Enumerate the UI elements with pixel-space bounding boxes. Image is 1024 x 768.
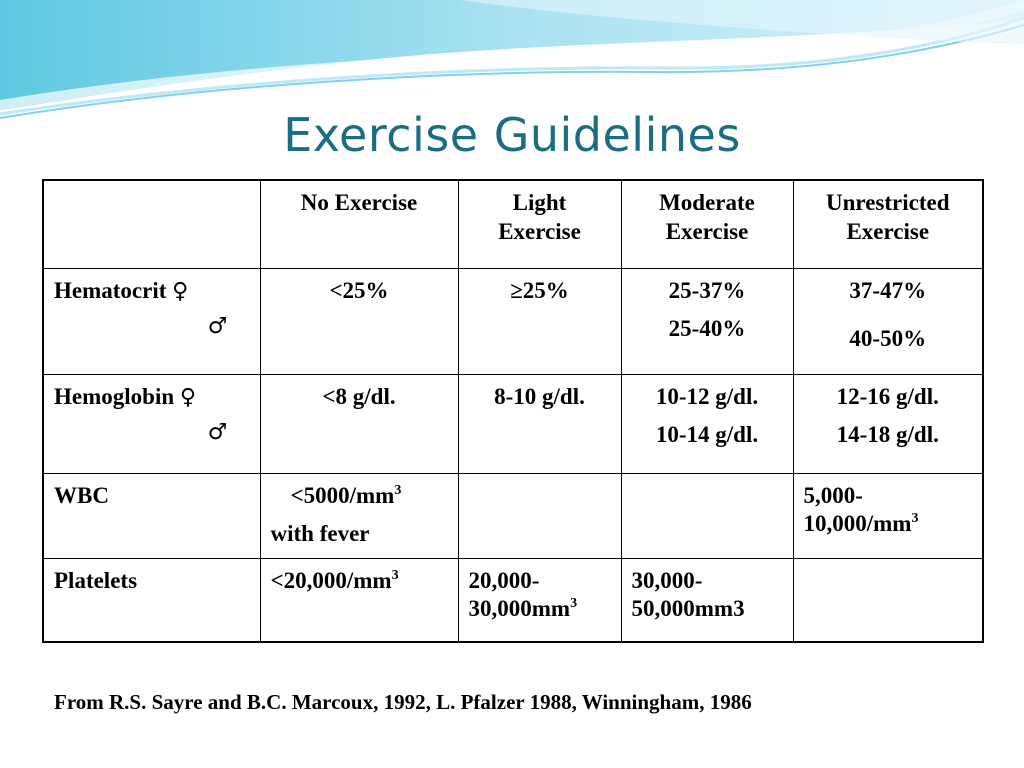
hemoglobin-unrestricted-male: 14-18 g/dl.: [836, 422, 939, 448]
table-row: [43, 558, 983, 642]
superscript: 3: [570, 596, 578, 612]
platelets-light-line2: 30,000mm: [468, 596, 571, 622]
hematocrit-unrestricted-female: 37-47%: [849, 277, 927, 303]
row-label-wbc: [43, 473, 260, 558]
female-symbol-icon: ♀: [179, 384, 196, 410]
superscript: 3: [911, 511, 919, 527]
hemoglobin-unrestricted-exercise: [793, 374, 983, 473]
wbc-no-exercise-note: with fever: [270, 521, 370, 547]
row-label-text: Hemoglobin: [54, 383, 175, 409]
hematocrit-moderate-male: 25-40%: [668, 316, 746, 342]
row-label-hematocrit: [43, 268, 260, 374]
platelets-moderate-exercise: [621, 558, 793, 642]
header-moderate-exercise: [621, 180, 793, 268]
hematocrit-moderate-female: 25-37%: [668, 277, 746, 303]
header-empty-cell: [43, 180, 260, 268]
table-header-row: [43, 180, 983, 268]
source-citation: From R.S. Sayre and B.C. Marcoux, 1992, L. Pfalzer 1988, Winningham, 1986: [54, 690, 752, 714]
platelets-moderate-line2: 50,000mm3: [631, 596, 745, 622]
table-row: [43, 268, 983, 374]
row-label-text: WBC: [54, 482, 109, 508]
hematocrit-light-exercise: ≥25%: [458, 268, 621, 374]
platelets-no-exercise-value: <20,000/mm: [270, 567, 392, 593]
wbc-no-exercise-value: <5000/mm: [290, 482, 395, 508]
header-unrestricted-exercise: Unrestricted Exercise: [793, 180, 983, 268]
wbc-light-exercise: [458, 473, 621, 558]
wbc-moderate-exercise: [621, 473, 793, 558]
hemoglobin-moderate-exercise: [621, 374, 793, 473]
wbc-unrestricted-line1: 5,000-: [803, 482, 863, 508]
male-symbol-icon: ♂: [207, 420, 228, 446]
hematocrit-no-exercise: <25%: [260, 268, 458, 374]
hematocrit-moderate-exercise: [621, 268, 793, 374]
platelets-moderate-line1: 30,000-: [631, 567, 703, 593]
hemoglobin-unrestricted-female: 12-16 g/dl.: [836, 383, 939, 409]
hemoglobin-moderate-male: 10-14 g/dl.: [655, 422, 759, 448]
platelets-light-exercise: [458, 558, 621, 642]
row-label-text: Platelets: [54, 567, 138, 593]
superscript: 3: [394, 482, 402, 498]
hemoglobin-moderate-female: 10-12 g/dl.: [655, 383, 759, 409]
row-label-hemoglobin: [43, 374, 260, 473]
header-no-exercise: No Exercise: [260, 180, 458, 268]
header-moderate-exercise-text: Moderate Exercise: [659, 190, 755, 244]
row-label-text: Hematocrit: [54, 277, 167, 303]
hematocrit-unrestricted-exercise: [793, 268, 983, 374]
wbc-no-exercise: [260, 473, 458, 558]
platelets-no-exercise: [260, 558, 458, 642]
platelets-unrestricted-exercise: [793, 558, 983, 642]
platelets-light-line1: 20,000-: [468, 567, 540, 593]
table-row: [43, 473, 983, 558]
page-title: Exercise Guidelines: [283, 108, 741, 162]
header-light-exercise: Light Exercise: [458, 180, 621, 268]
male-symbol-icon: ♂: [207, 314, 228, 340]
wbc-unrestricted-exercise: [793, 473, 983, 558]
table-row: [43, 374, 983, 473]
exercise-guidelines-table: [42, 179, 984, 643]
hemoglobin-no-exercise: <8 g/dl.: [260, 374, 458, 473]
hemoglobin-light-exercise: 8-10 g/dl.: [458, 374, 621, 473]
hematocrit-unrestricted-male: 40-50%: [849, 326, 927, 352]
superscript: 3: [391, 567, 399, 583]
wbc-unrestricted-line2: 10,000/mm: [803, 511, 912, 537]
female-symbol-icon: ♀: [172, 278, 189, 304]
row-label-platelets: [43, 558, 260, 642]
